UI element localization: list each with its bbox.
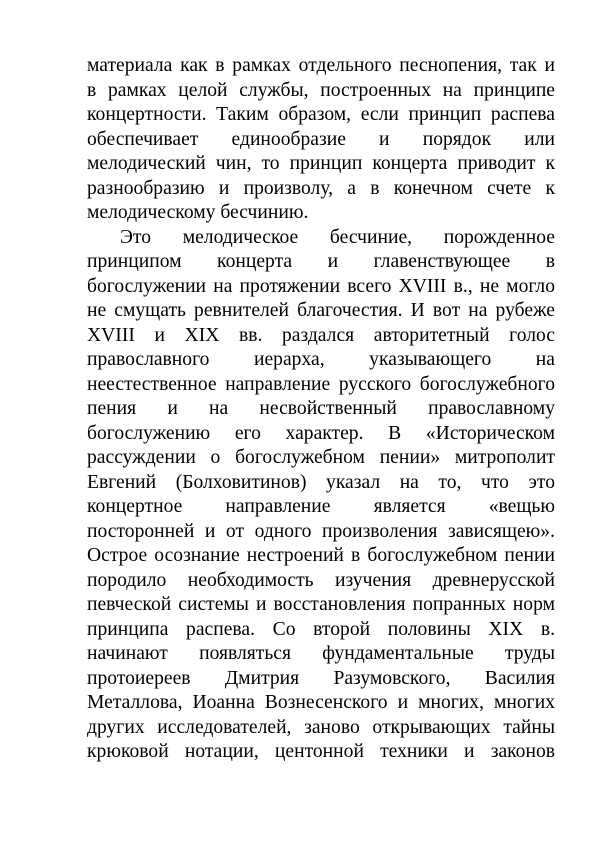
text-line: пения и на несвойственный православному <box>87 398 555 419</box>
text-line: других исследователей, заново открывающих тайны <box>87 716 555 738</box>
text-line: Это мелодическое бесчиние, порожденное <box>120 226 555 248</box>
text-line: мелодическому бесчинию. <box>87 202 309 223</box>
text-line: неестественное направление русского богослужебного <box>87 373 555 395</box>
text-line: Острое осознание нестроений в богослужебном пении <box>87 545 555 566</box>
paragraph-2 <box>87 226 555 765</box>
text-line: породило необходимость изучения древнерусской <box>87 569 555 591</box>
text-line: разнообразию и произволу, а в конечном счете к <box>87 177 555 199</box>
text-line: богослужению его характер. В «Историческом <box>87 422 555 444</box>
text-line: певческой системы и восстановления попранных норм <box>87 594 555 615</box>
paragraph-1 <box>87 54 555 226</box>
text-line: принципа распева. Со второй половины XIX в. <box>87 618 555 640</box>
text-line: крюковой нотации, центонной техники и законов <box>87 741 555 762</box>
text-line: обеспечивает единообразие и порядок или <box>87 128 555 150</box>
text-line: Евгений (Болховитинов) указал на то, что это <box>87 471 555 493</box>
text-line: богослужении на протяжении всего XVIII в., не могло <box>87 275 555 297</box>
text-line: концертности. Таким образом, если принцип распева <box>87 104 555 125</box>
text-line: не смущать ревнителей благочестия. И вот на рубеже <box>87 300 555 321</box>
text-line: концертное направление является «вещью <box>87 496 555 517</box>
text-line: православного иерарха, указывающего на <box>87 349 555 370</box>
document-page <box>87 54 555 765</box>
text-line: посторонней и от одного произволения зависящею». <box>87 520 555 542</box>
text-line: начинают появляться фундаментальные труды <box>87 643 555 664</box>
text-line: Металлова, Иоанна Вознесенского и многих, многих <box>87 692 555 713</box>
text-line: протоиереев Дмитрия Разумовского, Василия <box>87 667 555 689</box>
text-line: рассуждении о богослужебном пении» митрополит <box>87 447 555 468</box>
text-line: мелодический чин, то принцип концерта приводит к <box>87 153 555 174</box>
text-line: в рамках целой службы, построенных на принципе <box>87 79 555 101</box>
text-line: XVIII и XIX вв. раздался авторитетный голос <box>87 324 555 346</box>
text-line: материала как в рамках отдельного песнопения, так и <box>87 55 555 76</box>
text-line: принципом концерта и главенствующее в <box>87 251 555 272</box>
